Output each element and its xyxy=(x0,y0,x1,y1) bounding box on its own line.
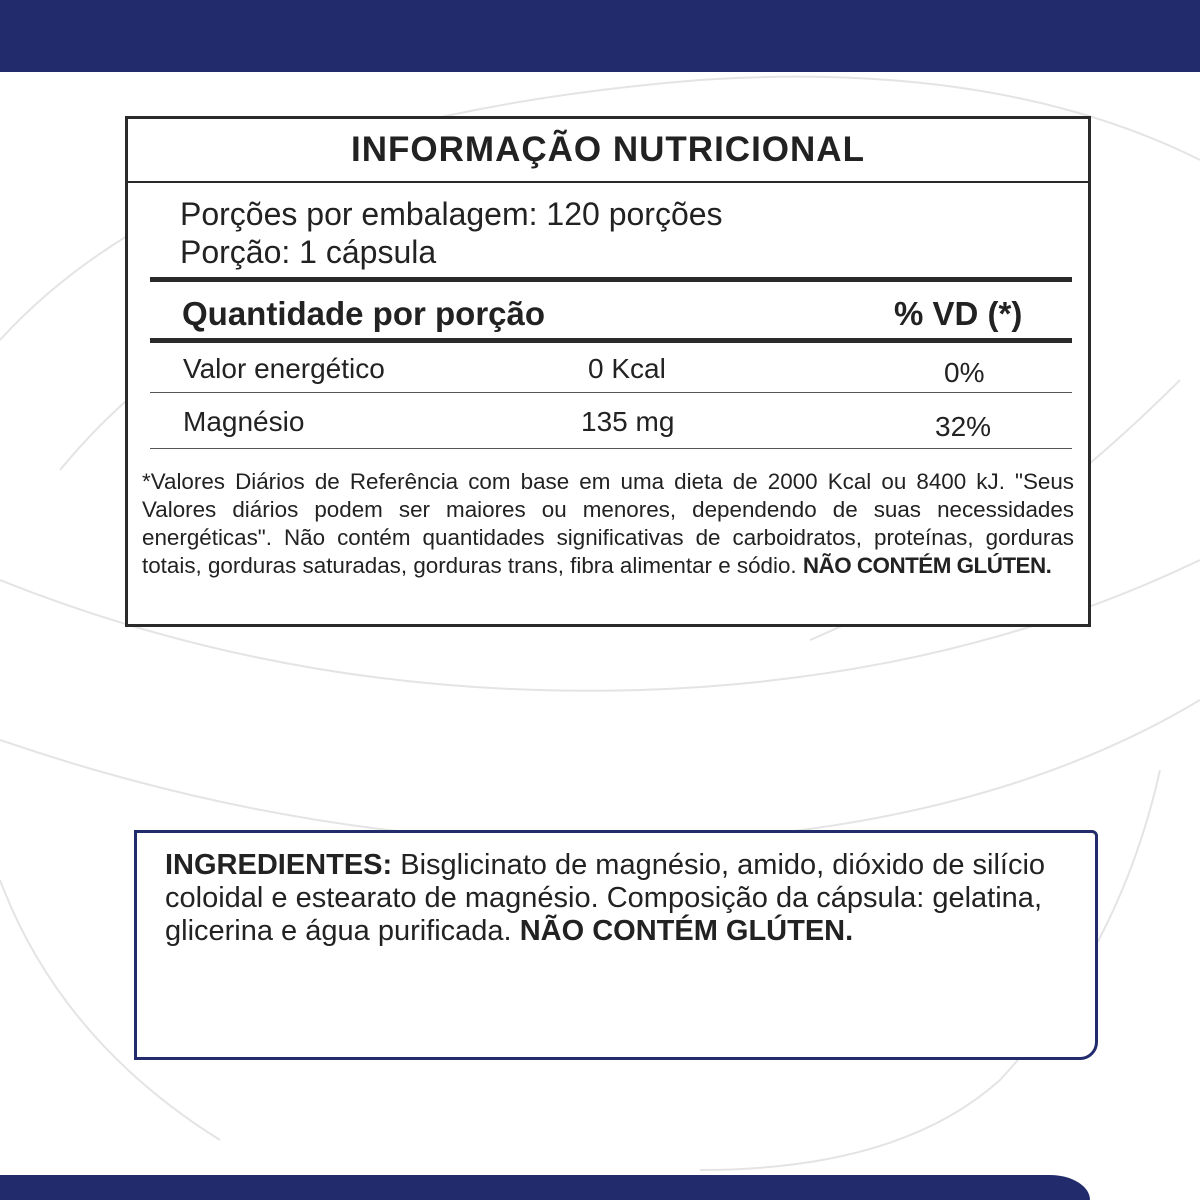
ingredients-gluten-note: NÃO CONTÉM GLÚTEN. xyxy=(519,915,854,947)
nutrient-name: Valor energético xyxy=(183,353,385,384)
nutrition-facts-table xyxy=(125,116,1091,627)
nutrition-title: INFORMAÇÃO NUTRICIONAL xyxy=(128,119,1088,183)
servings-per-package: Porções por embalagem: 120 porções xyxy=(180,196,723,232)
nutrient-dv: 0% xyxy=(944,357,985,388)
row-divider xyxy=(150,392,1072,393)
nutrient-name: Magnésio xyxy=(183,406,305,437)
nutrient-amount: 0 Kcal xyxy=(588,353,666,384)
header-daily-value: % VD (*) xyxy=(894,295,1023,332)
thick-divider xyxy=(150,277,1072,282)
bottom-brand-bar xyxy=(0,1175,1090,1200)
serving-size: Porção: 1 cápsula xyxy=(180,234,437,270)
nutrient-dv: 32% xyxy=(935,411,992,442)
thick-divider xyxy=(150,338,1072,343)
gluten-free-note: NÃO CONTÉM GLÚTEN. xyxy=(802,553,1052,578)
daily-value-footnote xyxy=(142,468,1074,580)
serving-info xyxy=(180,195,723,271)
ingredients-label: INGREDIENTES: xyxy=(165,849,393,881)
row-divider xyxy=(150,448,1072,449)
ingredients-text xyxy=(165,849,1070,948)
nutrient-amount: 135 mg xyxy=(581,406,675,437)
ingredients-list: Bisglicinato de magnésio, amido, dióxido de silício coloidal e estearato de magnésio. Composição da cápsula: gelatina, glicerina e água purificada. xyxy=(165,849,1046,947)
ingredients-box xyxy=(134,830,1098,1060)
footnote-text: *Valores Diários de Referência com base em uma dieta de 2000 Kcal ou 8400 kJ. "Seus Valores diários podem ser maiores ou menores, dependendo de suas necessidades energéticas". Não contém quantidades significativas de carboidratos, proteínas, gorduras totais, gorduras saturadas, gorduras trans, fibra alimentar e sódio. xyxy=(142,469,1074,578)
header-quantity: Quantidade por porção xyxy=(182,295,546,332)
